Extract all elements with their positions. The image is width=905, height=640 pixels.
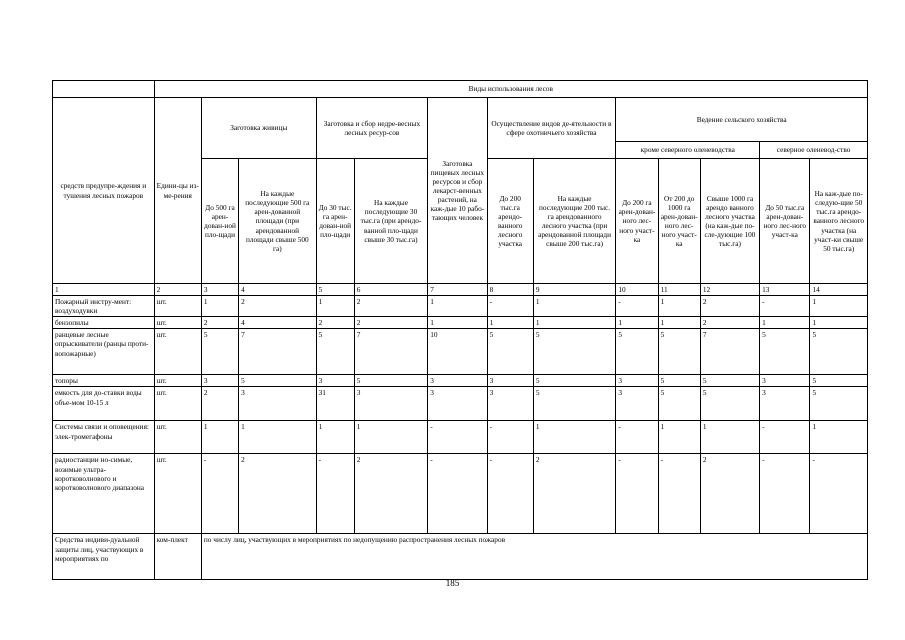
row-value: 5 bbox=[658, 387, 700, 421]
row-value: 2 bbox=[533, 454, 615, 534]
row-value: - bbox=[428, 454, 487, 534]
header-group-krome: кроме северного оленеводства bbox=[616, 142, 760, 159]
row-value: - bbox=[487, 296, 533, 317]
column-number: 12 bbox=[700, 284, 759, 296]
row-unit: шт. bbox=[154, 296, 201, 317]
row-value: 1 bbox=[810, 421, 868, 454]
row-value: - bbox=[760, 421, 810, 454]
row-value: 2 bbox=[201, 387, 238, 421]
row-value: 1 bbox=[658, 317, 700, 329]
row-value: 2 bbox=[239, 296, 316, 317]
row-value: 3 bbox=[760, 375, 810, 387]
row-value: 1 bbox=[316, 296, 354, 317]
row-value: 7 bbox=[239, 329, 316, 375]
header-top: Виды использования лесов bbox=[154, 81, 867, 98]
row-name: Пожарный инстру-мент: воздуходувки bbox=[53, 296, 155, 317]
row-value: 1 bbox=[533, 317, 615, 329]
column-number: 4 bbox=[239, 284, 316, 296]
row-value: 2 bbox=[201, 317, 238, 329]
column-number: 13 bbox=[760, 284, 810, 296]
row-value: - bbox=[760, 454, 810, 534]
row-value: 5 bbox=[354, 375, 427, 387]
column-number: 7 bbox=[428, 284, 487, 296]
row-value: 3 bbox=[201, 375, 238, 387]
row-value: 5 bbox=[533, 329, 615, 375]
row-unit: шт. bbox=[154, 317, 201, 329]
table-row bbox=[53, 387, 868, 421]
column-number-row bbox=[53, 284, 868, 296]
row-value: 5 bbox=[616, 329, 658, 375]
row-value: 5 bbox=[760, 329, 810, 375]
row-value: 2 bbox=[700, 317, 759, 329]
row-value: 3 bbox=[316, 375, 354, 387]
row-value: 5 bbox=[487, 329, 533, 375]
row-value: 3 bbox=[354, 387, 427, 421]
row-value: 5 bbox=[810, 375, 868, 387]
row-value: 1 bbox=[700, 421, 759, 454]
table-row-last bbox=[53, 534, 868, 580]
header-sub-col: До 500 га арен-дован-ной пло-щади bbox=[201, 159, 238, 284]
row-value: 5 bbox=[533, 375, 615, 387]
header-sub-col: Свыше 1000 га арендо ванного лесного участка (на каж-дые по-сле-дующие 100 тыс.га) bbox=[700, 159, 759, 284]
row-value: 5 bbox=[810, 329, 868, 375]
table-row bbox=[53, 421, 868, 454]
row-name: радиостанции но-симые, возимые ультра-коротковолнового и коротковолнового диапазона bbox=[53, 454, 155, 534]
row-value: 5 bbox=[201, 329, 238, 375]
header-group-nedrevesnye: Заготовка и сбор недре-весных лесных ресур-сов bbox=[316, 98, 428, 159]
row-value: - bbox=[616, 454, 658, 534]
row-value: 1 bbox=[616, 317, 658, 329]
column-number: 2 bbox=[154, 284, 201, 296]
row-value: 2 bbox=[316, 317, 354, 329]
header-sub-col: От 200 до 1000 га арен-дован-ного лес-ного участ-ка bbox=[658, 159, 700, 284]
table-row bbox=[53, 454, 868, 534]
table-row bbox=[53, 317, 868, 329]
row-unit: шт. bbox=[154, 329, 201, 375]
row-value: - bbox=[487, 421, 533, 454]
header-sub-col: До 200 га арен-дован-ного лес-ного участ-ка bbox=[616, 159, 658, 284]
column-number: 10 bbox=[616, 284, 658, 296]
row-value: 3 bbox=[487, 375, 533, 387]
header-col-unit: Едини-цы из-ме-рения bbox=[154, 98, 201, 284]
row-value: 1 bbox=[428, 296, 487, 317]
row-value: 2 bbox=[354, 317, 427, 329]
header-col-name: средств предупре-ждения и тушения лесных пожаров bbox=[53, 98, 155, 284]
row-value: 5 bbox=[533, 387, 615, 421]
row-unit: шт. bbox=[154, 421, 201, 454]
row-value: - bbox=[487, 454, 533, 534]
header-sub-col: На каждые последующие 30 тыс.га (при арендо-ванной пло-щади свыше 30 тыс.га) bbox=[354, 159, 427, 284]
row-value: - bbox=[616, 296, 658, 317]
row-name: Системы связи и оповещения: элек-тромегафоны bbox=[53, 421, 155, 454]
row-value: - bbox=[658, 454, 700, 534]
header-sub-col: До 30 тыс. га арен-дован-ной пло-щади bbox=[316, 159, 354, 284]
row-value: 1 bbox=[487, 317, 533, 329]
column-number: 6 bbox=[354, 284, 427, 296]
row-value: 1 bbox=[810, 317, 868, 329]
row-value: 2 bbox=[354, 296, 427, 317]
row-value: 2 bbox=[700, 296, 759, 317]
row-value: 2 bbox=[700, 454, 759, 534]
column-number: 11 bbox=[658, 284, 700, 296]
page-number: 185 bbox=[445, 578, 460, 588]
row-value: 10 bbox=[428, 329, 487, 375]
row-value: 1 bbox=[658, 421, 700, 454]
row-name: бензопилы bbox=[53, 317, 155, 329]
row-value: - bbox=[316, 454, 354, 534]
row-value: - bbox=[201, 454, 238, 534]
row-unit: ком-плект bbox=[154, 534, 201, 580]
header-sub-col: На каждые последующие 500 га арен-дованной площади (при арендованной площади свыше 500 га) bbox=[239, 159, 316, 284]
row-value: 1 bbox=[533, 421, 615, 454]
row-value: 1 bbox=[316, 421, 354, 454]
row-value: 2 bbox=[239, 454, 316, 534]
row-value: 3 bbox=[239, 387, 316, 421]
row-value: - bbox=[428, 421, 487, 454]
row-unit: шт. bbox=[154, 454, 201, 534]
row-value: 1 bbox=[533, 296, 615, 317]
header-group-severnoe: северное оленевод-ство bbox=[760, 142, 868, 159]
row-value: 1 bbox=[810, 296, 868, 317]
row-value: 5 bbox=[658, 375, 700, 387]
row-unit: шт. bbox=[154, 375, 201, 387]
table-body bbox=[53, 284, 868, 580]
row-value: 1 bbox=[658, 296, 700, 317]
row-merged-note: по числу лиц, участвующих в мероприятиях по недопущению распространения лесных пожаров bbox=[201, 534, 867, 580]
header-sub-col: До 200 тыс.га арендо-ванного лесного участка bbox=[487, 159, 533, 284]
header-group-okhota: Осуществление видов де-ятельности в сфере охотничьего хозяйства bbox=[487, 98, 616, 159]
column-number: 3 bbox=[201, 284, 238, 296]
row-value: 5 bbox=[658, 329, 700, 375]
row-name: топоры bbox=[53, 375, 155, 387]
row-unit: шт. bbox=[154, 387, 201, 421]
row-value: 31 bbox=[316, 387, 354, 421]
table-row bbox=[53, 296, 868, 317]
row-value: 5 bbox=[700, 387, 759, 421]
row-value: 3 bbox=[616, 387, 658, 421]
row-value: 1 bbox=[201, 421, 238, 454]
row-value: 5 bbox=[810, 387, 868, 421]
table-row bbox=[53, 375, 868, 387]
row-name: Средства индиви-дуальной защиты лиц, участвующих в мероприятиях по bbox=[53, 534, 155, 580]
column-number: 9 bbox=[533, 284, 615, 296]
header-sub-col: На каждые последующие 200 тыс. га арендованного лесного участка (при арендованной площади свыше 200 тыс.га) bbox=[533, 159, 615, 284]
row-value: - bbox=[616, 421, 658, 454]
row-value: 1 bbox=[239, 421, 316, 454]
row-value: 2 bbox=[354, 454, 427, 534]
row-value: 5 bbox=[700, 375, 759, 387]
row-value: 1 bbox=[354, 421, 427, 454]
column-number: 1 bbox=[53, 284, 155, 296]
row-value: 1 bbox=[201, 296, 238, 317]
row-value: 7 bbox=[700, 329, 759, 375]
column-number: 8 bbox=[487, 284, 533, 296]
header-group-zhivitsa: Заготовка живицы bbox=[201, 98, 316, 159]
row-name: ранцевые лесные опрыскиватели (ранцы проти-вопожарные) bbox=[53, 329, 155, 375]
fire-equipment-table bbox=[52, 80, 868, 580]
row-value: 3 bbox=[760, 387, 810, 421]
header-sub-col: На каж-дые по-следую-щие 50 тыс.га арендо-ванного лесного участка (на участ-ки свыше 50 тыс.га) bbox=[810, 159, 868, 284]
row-value: - bbox=[810, 454, 868, 534]
row-value: 7 bbox=[354, 329, 427, 375]
header-blank-cell bbox=[53, 81, 155, 98]
row-value: 3 bbox=[487, 387, 533, 421]
column-number: 5 bbox=[316, 284, 354, 296]
header-group-selskoe: Ведение сельского хозяйства bbox=[616, 98, 868, 142]
header-group-pishchevye: Заготовка пищевых лесных ресурсов и сбор лекарст-венных растений, на каж-дые 10 рабо-тающих человек bbox=[428, 98, 487, 284]
header-sub-col: До 50 тыс.га арен-дован-ного лес-ного участ-ка bbox=[760, 159, 810, 284]
row-value: 1 bbox=[428, 317, 487, 329]
row-value: 3 bbox=[428, 375, 487, 387]
row-value: 3 bbox=[616, 375, 658, 387]
row-value: 5 bbox=[316, 329, 354, 375]
row-value: - bbox=[760, 296, 810, 317]
row-value: 4 bbox=[239, 317, 316, 329]
column-number: 14 bbox=[810, 284, 868, 296]
row-name: емкость для до-ставки воды объе-мом 10-15 л bbox=[53, 387, 155, 421]
row-value: 1 bbox=[760, 317, 810, 329]
row-value: 3 bbox=[428, 387, 487, 421]
row-value: 5 bbox=[239, 375, 316, 387]
table-row bbox=[53, 329, 868, 375]
